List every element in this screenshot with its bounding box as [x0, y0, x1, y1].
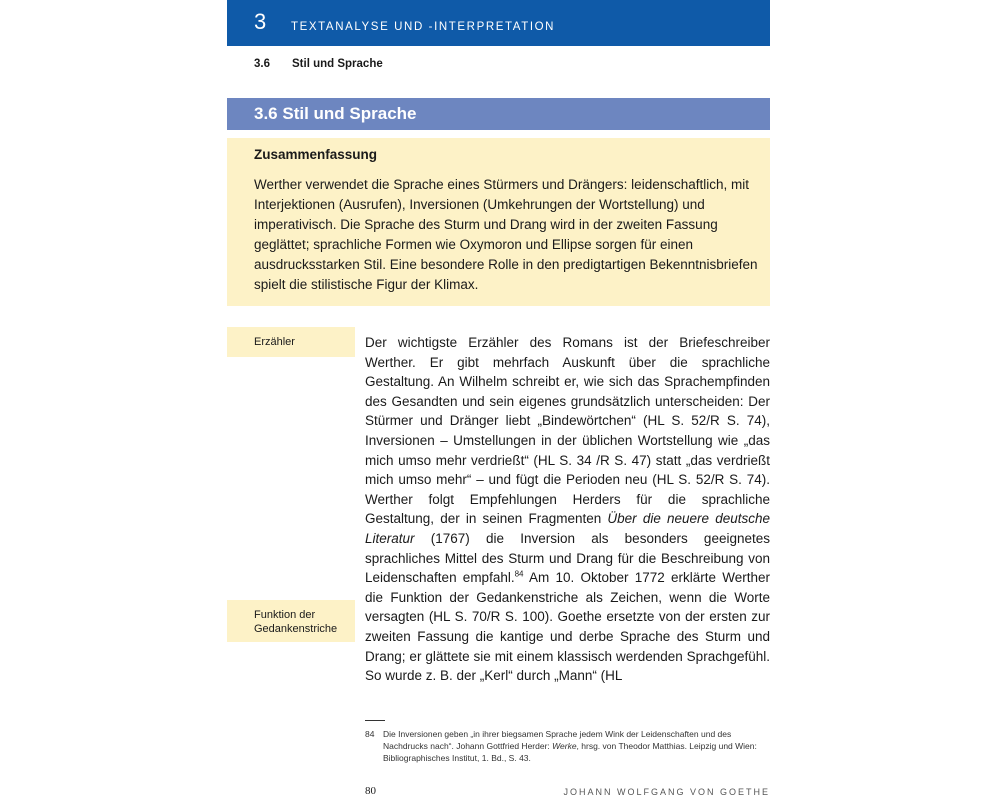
- page-number: 80: [365, 785, 376, 797]
- summary-box: [227, 138, 770, 306]
- section-title: 3.6 Stil und Sprache: [254, 104, 417, 123]
- summary-text: Werther verwendet die Sprache eines Stürmers und Drängers: leidenschaftlich, mit Interjektionen (Ausrufen), Inversionen (Umkehrungen der Wortstellung) und imperativisch. Die Sprache des Sturm und Drang wird in der zweiten Fassung geglättet; sprachliche Formen wie Oxymoron und Ellipse sorgen für einen ausdrucksstarken Stil. Eine besondere Rolle in den predigtartigen Bekenntnisbriefen spielt die stilistische Figur der Klimax.: [254, 177, 758, 292]
- chapter-title: TEXTANALYSE UND -INTERPRETATION: [291, 21, 556, 33]
- running-head: [254, 58, 383, 70]
- book-page: [227, 0, 770, 800]
- body-italic-title: Über die neuere deutsche Literatur: [365, 511, 770, 546]
- body-text-part-1: Der wichtigste Erzähler des Romans ist der Briefeschreiber Werther. Er gibt mehrfach Auskunft über die sprachliche Gestaltung. An Wilhelm schreibt er, wie sich das Sprachempfinden des Gesandten und sein eigenes grundsätzlich unterscheiden: Der Stürmer und Dränger liebt „Bindewörtchen“ (HL S. 52/R S. 74), Inversionen – Umstellungen in der üblichen Wortstellung wie „das mich umso mehr verdrießt“ (HL S. 34 /R S. 47) statt „das verdrießt mich umso mehr“ – und fügt die Perioden neu (HL S. 52/R S. 74). Werther folgt Empfehlungen Herders für die sprachliche Gestaltung, der in seinen Fragmenten: [365, 335, 770, 527]
- footnote: [365, 728, 770, 764]
- footnote-italic: Werke: [552, 741, 577, 751]
- body-paragraph: [365, 333, 770, 686]
- section-heading-bar: [227, 98, 770, 130]
- margin-note-erzaehler: Erzähler: [227, 327, 355, 357]
- footnote-text: [383, 728, 770, 764]
- body-text-part-2: (1767) die Inversion als besonders geeignetes sprachliches Mittel des Sturm und Drang für die Beschreibung von Leidenschaften empfahl.: [365, 530, 770, 586]
- footnote-text-b: , hrsg. von Theodor Matthias. Leipzig und Wien: Bibliographisches Institut, 1. Bd., S. 43.: [383, 741, 757, 763]
- running-head-number: 3.6: [254, 58, 270, 70]
- footnote-divider: [365, 720, 385, 721]
- body-text-part-3: Am 10. Oktober 1772 erklärte Werther die Funktion der Gedankenstriche als Zeichen, wenn die Worte versagten (HL S. 70/R S. 100). Goethe ersetzte von der ersten zur zweiten Fassung die kantige und derbe Sprache des Sturm und Drang; er glättete sie mit einem klassisch werdenden Sprachgefühl. So wurde z. B. der „Kerl“ durch „Mann“ (HL: [365, 570, 771, 684]
- margin-note-gedankenstriche: Funktion der Gedankenstriche: [227, 600, 355, 642]
- running-head-title: Stil und Sprache: [292, 58, 383, 70]
- footer-author: JOHANN WOLFGANG VON GOETHE: [563, 787, 770, 797]
- summary-title: Zusammenfassung: [254, 147, 378, 162]
- footnote-number: 84: [365, 729, 375, 739]
- chapter-header-bar: [227, 0, 770, 46]
- footnote-reference[interactable]: 84: [514, 569, 524, 579]
- footnote-text-a: Die Inversionen geben „in ihrer biegsamen Sprache jedem Wink der Leidenschaften und des Nachdrucks nach“. Johann Gottfried Herder:: [383, 729, 732, 751]
- chapter-number: 3: [254, 9, 267, 34]
